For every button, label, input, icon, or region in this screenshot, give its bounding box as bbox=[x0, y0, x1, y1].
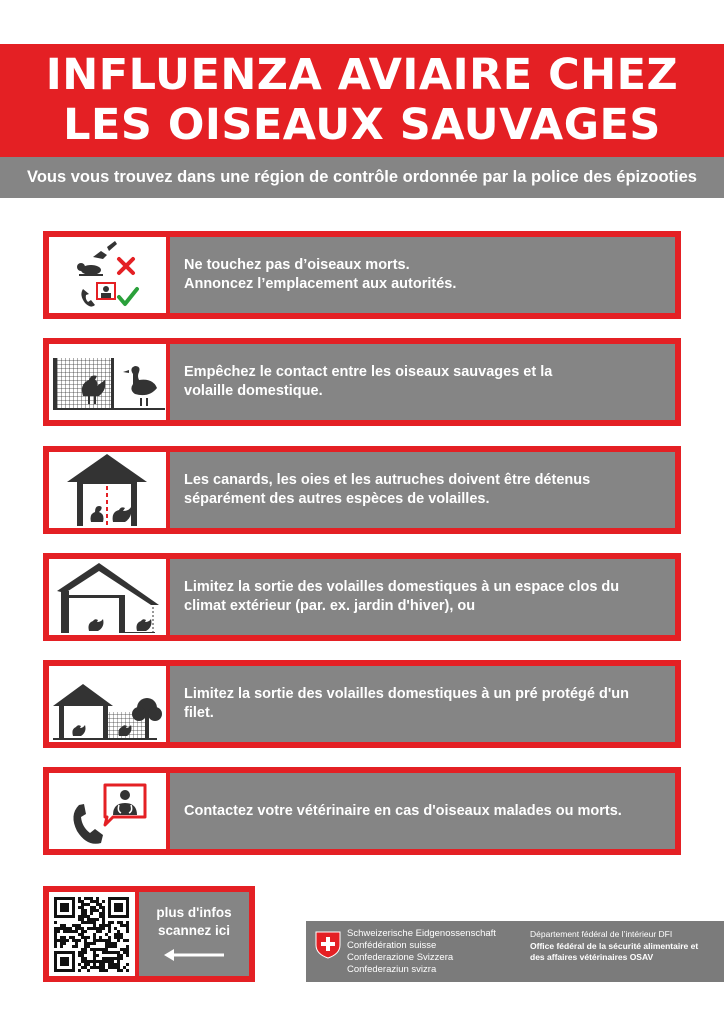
qr-code-icon[interactable] bbox=[49, 892, 135, 976]
confederation-name-fr: Confédération suisse bbox=[347, 940, 437, 951]
rule-icon-box bbox=[49, 344, 166, 420]
rule-text-line1: Limitez la sortie des volailles domestiques à un espace clos du bbox=[184, 579, 620, 595]
rule-text bbox=[184, 685, 629, 723]
rule-text-line1: Limitez la sortie des volailles domestiques à un pré protégé d'un bbox=[184, 686, 629, 702]
rule-icon-box bbox=[49, 666, 166, 742]
report-dead-bird-icon bbox=[49, 237, 166, 313]
rule-row-2 bbox=[43, 338, 681, 426]
rule-text-box bbox=[170, 344, 675, 420]
confederation-name-de: Schweizerische Eidgenossenschaft bbox=[347, 928, 496, 939]
rule-text-line2: Annoncez l’emplacement aux autorités. bbox=[184, 276, 457, 292]
department-name: Département fédéral de l’intérieur DFI bbox=[530, 929, 673, 939]
rule-row-3 bbox=[43, 446, 681, 534]
office-names bbox=[530, 929, 724, 964]
title-banner bbox=[0, 44, 724, 157]
separate-housing-icon bbox=[49, 452, 166, 528]
office-name-line1: Office fédéral de la sécurité alimentaire et bbox=[530, 940, 699, 951]
qr-code-box bbox=[49, 892, 135, 976]
rule-text bbox=[184, 363, 552, 401]
rule-icon-box bbox=[49, 237, 166, 313]
call-vet-icon bbox=[49, 773, 166, 849]
netted-meadow-icon bbox=[49, 666, 166, 742]
federal-identity-bar bbox=[306, 921, 724, 982]
confederation-name-rm: Confederaziun svizra bbox=[347, 964, 437, 975]
winter-garden-icon bbox=[49, 559, 166, 635]
rule-text-box bbox=[170, 559, 675, 635]
confederation-names bbox=[347, 928, 496, 976]
fence-separation-icon bbox=[49, 344, 166, 420]
qr-info-box bbox=[139, 892, 249, 976]
rule-text bbox=[184, 471, 590, 509]
rule-row-4 bbox=[43, 553, 681, 641]
rule-row-1 bbox=[43, 231, 681, 319]
rule-text-line2: séparément des autres espèces de volailles. bbox=[184, 491, 490, 507]
page-subtitle: Vous vous trouvez dans une région de contrôle ordonnée par la police des épizooties bbox=[27, 168, 697, 186]
swiss-shield-icon bbox=[315, 931, 341, 959]
rule-text-line2: filet. bbox=[184, 705, 214, 721]
rule-text-box bbox=[170, 237, 675, 313]
rule-text-line1: Ne touchez pas d’oiseaux morts. bbox=[184, 257, 410, 273]
rule-text: Contactez votre vétérinaire en cas d'oiseaux malades ou morts. bbox=[184, 802, 622, 819]
rule-text-line1: Empêchez le contact entre les oiseaux sauvages et la bbox=[184, 364, 553, 380]
rule-row-6 bbox=[43, 767, 681, 855]
rule-icon-box bbox=[49, 452, 166, 528]
rule-text-line2: volaille domestique. bbox=[184, 383, 323, 399]
rule-row-5 bbox=[43, 660, 681, 748]
rule-text-line2: climat extérieur (par. ex. jardin d'hiver), ou bbox=[184, 598, 476, 614]
office-name-line2: des affaires vétérinaires OSAV bbox=[530, 952, 654, 962]
qr-more-info-label: plus d'infos bbox=[156, 905, 232, 920]
rule-text bbox=[184, 256, 456, 294]
rule-text-box bbox=[170, 666, 675, 742]
rule-icon-box bbox=[49, 559, 166, 635]
page-title-line1: INFLUENZA AVIAIRE CHEZ bbox=[45, 50, 679, 100]
rule-icon-box bbox=[49, 773, 166, 849]
rule-text bbox=[184, 578, 619, 616]
qr-code-panel[interactable] bbox=[43, 886, 255, 982]
confederation-name-it: Confederazione Svizzera bbox=[347, 952, 454, 963]
rule-text-box bbox=[170, 452, 675, 528]
qr-scan-here-label: scannez ici bbox=[157, 923, 231, 938]
rule-text-box bbox=[170, 773, 675, 849]
page-title-line2: LES OISEAUX SAUVAGES bbox=[63, 100, 661, 150]
subtitle-banner bbox=[0, 157, 724, 198]
rule-text-line1: Les canards, les oies et les autruches doivent être détenus bbox=[184, 472, 591, 488]
arrow-left-icon bbox=[162, 948, 226, 962]
